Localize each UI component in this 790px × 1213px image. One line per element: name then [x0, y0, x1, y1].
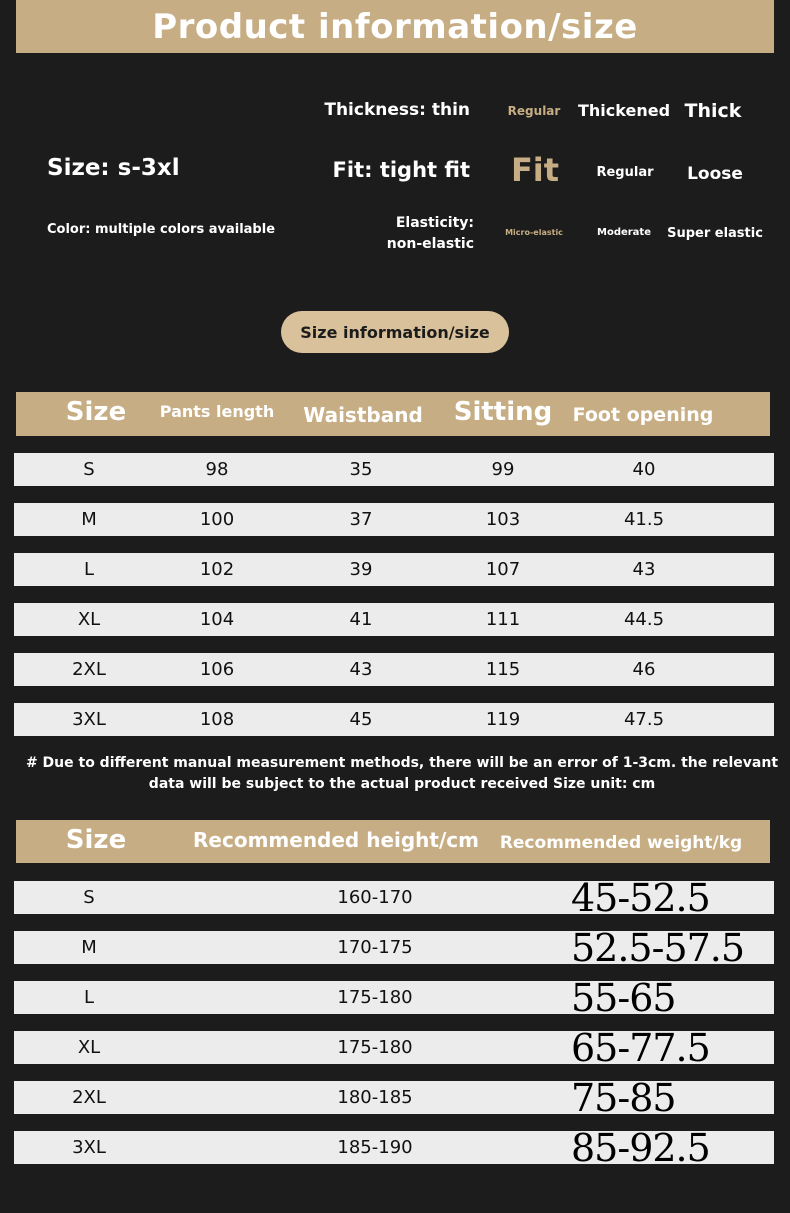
rec-table-row: [14, 1075, 774, 1120]
elasticity-label: [387, 213, 474, 255]
rec-weight-col-header: Recommended weight/kg: [499, 832, 743, 853]
size-table-row: [14, 703, 774, 736]
measurement-note: [22, 753, 782, 795]
rec-table-header: [16, 820, 770, 863]
rec-table-row: [14, 975, 774, 1020]
length-col-header: Pants length: [159, 402, 275, 421]
elasticity-option-micro: Micro-elastic: [505, 228, 563, 237]
size-table-cell-foot-opening: 47.5: [623, 709, 665, 730]
rec-table-cell-height: 175-180: [337, 1037, 413, 1058]
measurement-note-line1: # Due to different manual measurement methods, there will be an error of 1-3cm. the relevant: [25, 755, 779, 771]
rec-table-cell-weight: 65-77.5: [571, 1025, 710, 1070]
rec-table-row: [14, 925, 774, 970]
size-table-cell-length: 106: [199, 659, 235, 680]
size-table-cell-sitting: 111: [485, 609, 521, 630]
size-table-cell-foot-opening: 43: [632, 559, 656, 580]
size-table-cell-foot-opening: 44.5: [623, 609, 665, 630]
size-table-cell-waistband: 43: [349, 659, 373, 680]
size-table-cell-waistband: 37: [349, 509, 373, 530]
size-table-cell-sitting: 99: [491, 459, 515, 480]
rec-table-row: [14, 875, 774, 920]
thickness-option-thickened: Thickened: [577, 101, 671, 120]
thickness-option-thick: Thick: [684, 100, 742, 122]
size-table-row: [14, 553, 774, 586]
rec-table-cell-size: 2XL: [72, 1087, 106, 1108]
rec-table-cell-height: 170-175: [337, 937, 413, 958]
size-table-cell-size: S: [83, 459, 95, 480]
size-table-row: [14, 653, 774, 686]
rec-table-cell-size: XL: [77, 1037, 101, 1058]
size-table-cell-length: 98: [205, 459, 229, 480]
size-table-header: [16, 392, 770, 436]
size-table-cell-foot-opening: 46: [632, 659, 656, 680]
rec-table-cell-size: L: [83, 987, 95, 1008]
size-col-header: Size: [65, 397, 127, 427]
waistband-col-header: Waistband: [303, 403, 423, 427]
elasticity-option-super: Super elastic: [667, 226, 763, 241]
rec-table-cell-height: 180-185: [337, 1087, 413, 1108]
rec-table-cell-weight: 85-92.5: [571, 1125, 710, 1170]
section-pill-label: Size information/size: [300, 322, 490, 342]
fit-option-loose: Loose: [687, 164, 743, 184]
fit-option-regular: Regular: [596, 165, 654, 180]
rec-table-cell-height: 175-180: [337, 987, 413, 1008]
rec-table-row: [14, 1025, 774, 1070]
elasticity-label-line1: Elasticity:: [395, 215, 474, 231]
size-table-row: [14, 453, 774, 486]
rec-table-cell-size: S: [83, 887, 95, 908]
rec-table-cell-weight: 52.5-57.5: [571, 925, 745, 970]
fit-label: Fit: tight fit: [332, 158, 470, 182]
rec-table-cell-weight: 45-52.5: [571, 875, 710, 920]
size-table-row: [14, 503, 774, 536]
color-label: Color: multiple colors available: [47, 222, 276, 237]
section-pill: [281, 311, 509, 353]
size-range-label: Size: s-3xl: [47, 155, 180, 181]
rec-size-col-header: Size: [65, 824, 127, 855]
size-table-cell-length: 100: [199, 509, 235, 530]
size-table-cell-length: 104: [199, 609, 235, 630]
size-table-cell-size: XL: [77, 609, 101, 630]
rec-table-cell-size: 3XL: [72, 1137, 106, 1158]
foot-col-header: Foot opening: [572, 404, 714, 426]
size-table-cell-sitting: 107: [485, 559, 521, 580]
size-table-cell-length: 108: [199, 709, 235, 730]
size-table-cell-foot-opening: 40: [632, 459, 656, 480]
size-table-cell-size: 2XL: [72, 659, 106, 680]
size-table-cell-waistband: 45: [349, 709, 373, 730]
size-table-cell-waistband: 35: [349, 459, 373, 480]
measurement-note-line2: data will be subject to the actual product received Size unit: cm: [148, 776, 656, 792]
size-table-cell-waistband: 39: [349, 559, 373, 580]
size-table-row: [14, 603, 774, 636]
rec-height-col-header: Recommended height/cm: [193, 827, 479, 852]
page-title-banner: [16, 0, 774, 53]
sitting-col-header: Sitting: [453, 397, 553, 427]
elasticity-option-moderate: Moderate: [596, 227, 652, 238]
size-table-cell-size: L: [83, 559, 95, 580]
elasticity-label-line2: non-elastic: [386, 236, 474, 252]
rec-table-cell-height: 160-170: [337, 887, 413, 908]
size-table-cell-sitting: 115: [485, 659, 521, 680]
size-table-cell-waistband: 41: [349, 609, 373, 630]
fit-option-fit: Fit: [510, 151, 560, 189]
thickness-label: Thickness: thin: [324, 100, 470, 120]
rec-table-cell-weight: 75-85: [571, 1075, 676, 1120]
size-table-cell-sitting: 103: [485, 509, 521, 530]
size-table-cell-size: M: [81, 509, 97, 530]
rec-table-cell-size: M: [81, 937, 97, 958]
thickness-option-regular: Regular: [507, 104, 561, 118]
rec-table-cell-weight: 55-65: [571, 975, 676, 1020]
size-table-cell-size: 3XL: [72, 709, 106, 730]
size-table-cell-foot-opening: 41.5: [623, 509, 665, 530]
page-title: Product information/size: [152, 6, 638, 47]
size-table-cell-sitting: 119: [485, 709, 521, 730]
size-table-cell-length: 102: [199, 559, 235, 580]
rec-table-row: [14, 1125, 774, 1170]
rec-table-cell-height: 185-190: [337, 1137, 413, 1158]
